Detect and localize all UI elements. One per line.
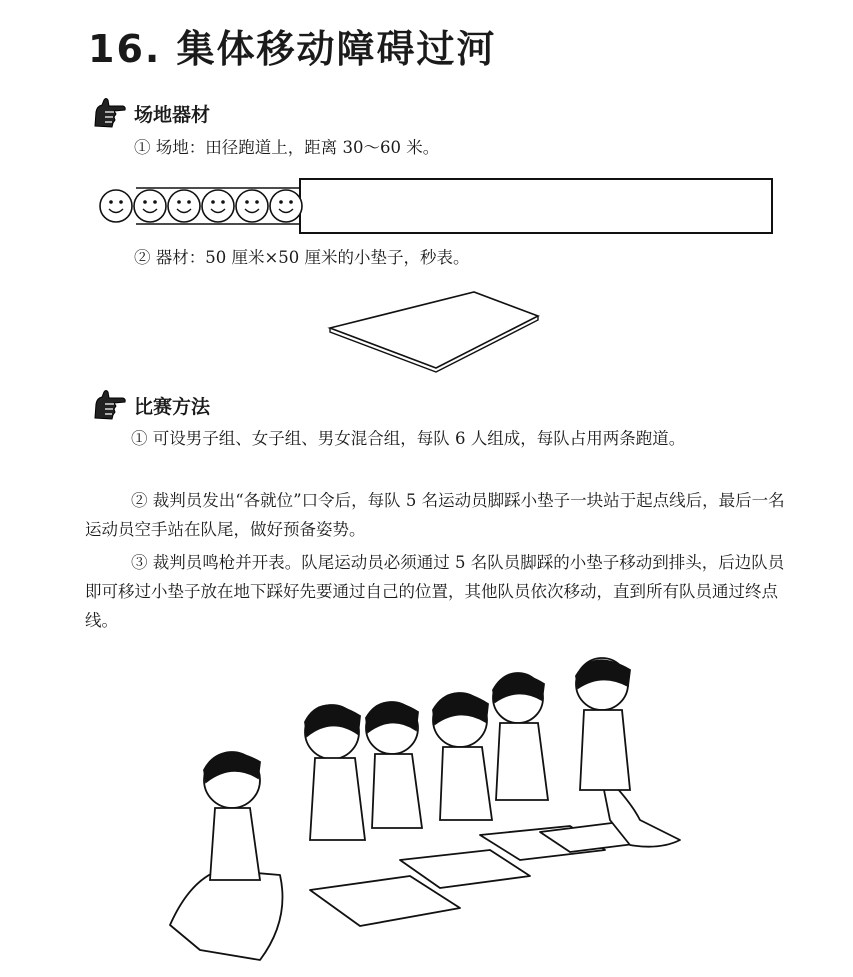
team-crossing-illustration: [160, 650, 700, 972]
section-title: 比赛方法: [134, 395, 211, 418]
smiley-face-icon: [236, 190, 268, 222]
figure-body: [210, 808, 260, 880]
page-title: 16. 集体移动障碍过河: [88, 27, 497, 71]
smiley-face-icon: [134, 190, 166, 222]
smiley-face-icon: [168, 190, 200, 222]
pointing-hand-icon: [92, 388, 128, 422]
smiley-face-icon: [100, 190, 132, 222]
figure-body: [580, 710, 630, 790]
held-mat: [170, 870, 283, 960]
track-diagram: [96, 176, 776, 236]
rule-paragraph-3: ③ 裁判员鸣枪并开表。队尾运动员必须通过 5 名队员脚踩的小垫子移动到排头，后边队员即可移过小垫子放在地下踩好先要通过自己的位置，其他队员依次移动，直到所有队员通过终点线。: [85, 553, 785, 630]
smiley-face-icon: [202, 190, 234, 222]
rule-paragraph-2: ② 裁判员发出“各就位”口令后，每队 5 名运动员脚踩小垫子一块站于起点线后，最后一名运动员空手站在队尾，做好预备姿势。: [85, 491, 785, 539]
section-heading-equipment: [92, 96, 210, 130]
equipment-text: ② 器材：50 厘米×50 厘米的小垫子，秒表。: [134, 248, 470, 267]
figure-body: [372, 754, 422, 828]
venue-text: ① 场地：田径跑道上，距离 30～60 米。: [134, 138, 440, 157]
pointing-hand-icon: [92, 96, 128, 130]
section-title: 场地器材: [134, 103, 211, 126]
smiley-face-icon: [270, 190, 302, 222]
section-heading-rules: [92, 388, 210, 422]
mat-illustration: [326, 290, 542, 374]
rule-paragraph-1: ① 可设男子组、女子组、男女混合组，每队 6 人组成，每队占用两条跑道。: [131, 429, 686, 448]
figure-body: [310, 758, 365, 840]
figure-body: [496, 723, 548, 800]
figure-body: [440, 747, 492, 820]
track-lane: [300, 179, 772, 233]
